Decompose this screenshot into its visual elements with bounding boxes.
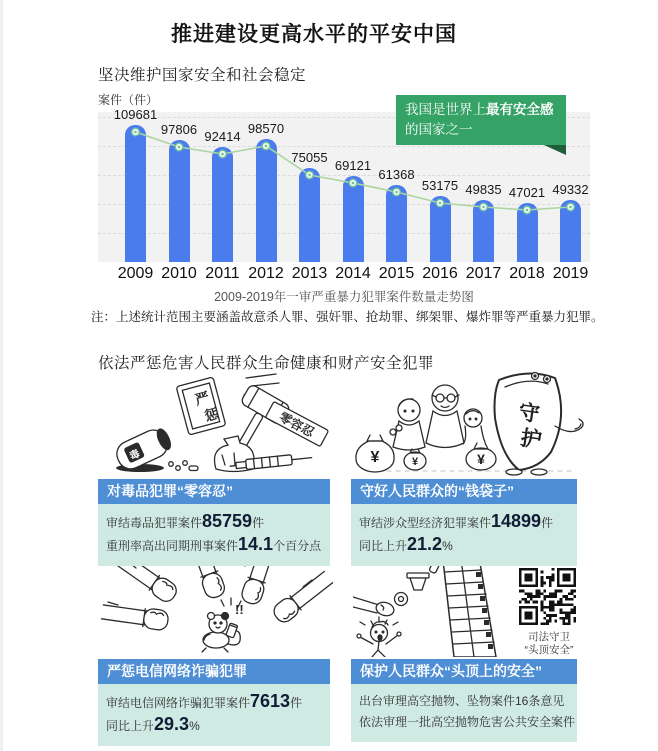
chart-bar [125, 125, 146, 262]
jar-label: 毒 [128, 448, 142, 463]
chart-bar [343, 176, 364, 262]
bar-value-label: 47021 [508, 185, 546, 200]
shield-char-1: 守 [517, 400, 542, 427]
info-box-wallet [351, 479, 577, 566]
info-box-body [351, 684, 577, 742]
stat-number: 29.3 [154, 714, 190, 734]
info-box-header: 严惩电信网络诈骗犯罪 [98, 659, 330, 684]
chart-bar [473, 200, 494, 262]
info-box-body [98, 504, 330, 566]
x-tick-label: 2019 [552, 265, 589, 282]
info-box-header: 保护人民群众“头顶上的安全” [351, 659, 577, 684]
stat-number: 14.1 [238, 534, 274, 554]
x-tick-label: 2012 [248, 265, 284, 282]
info-box-header: 对毒品犯罪“零容忍” [98, 479, 330, 504]
info-box-overhead-safety [351, 659, 577, 742]
placard-char-1: 严 [193, 388, 211, 409]
bar-value-label: 69121 [334, 158, 372, 173]
stat-line: 审结电信网络诈骗犯罪案件7613件 [106, 691, 303, 711]
bar-value-label: 109681 [113, 107, 158, 122]
yuan-symbol: ¥ [477, 451, 485, 467]
x-tick-label: 2013 [291, 265, 328, 282]
drug-crackdown-illustration [98, 371, 333, 474]
y-axis-label: 案件（件） [98, 93, 159, 107]
safety-callout [396, 95, 566, 145]
bar-value-label: 92414 [204, 129, 241, 144]
stat-line: 重刑率高出同期刑事案件14.1个百分点 [106, 534, 322, 554]
chart-bar [560, 200, 581, 262]
placard-char-2: 惩 [202, 405, 221, 425]
stat-line: 出台审理高空抛物、坠物案件16条意见 [359, 694, 565, 708]
x-tick-label: 2015 [378, 265, 415, 282]
callout-fold [544, 145, 566, 155]
falling-objects-illustration [353, 557, 508, 657]
x-tick-label: 2010 [161, 265, 197, 282]
stat-number: 7613 [250, 691, 291, 711]
x-tick-label: 2016 [422, 265, 458, 282]
stat-line: 审结毒品犯罪案件85759件 [106, 511, 265, 531]
qr-caption: 司法守卫 [528, 631, 570, 643]
bar-value-label: 97806 [160, 122, 198, 137]
bar-value-label: 53175 [421, 178, 459, 193]
chart-bar [169, 140, 190, 262]
exclamation-marks: !! [235, 602, 244, 617]
page-title: 推进建设更高水平的平安中国 [171, 23, 457, 46]
stat-line: 审结涉众型经济犯罪案件14899件 [359, 511, 554, 531]
chart-bar [386, 185, 407, 262]
yuan-symbol: ¥ [411, 456, 419, 468]
chart-note: 注：上述统计范围主要涵盖故意杀人罪、强奸罪、抢劫罪、绑架罪、爆炸罪等严重暴力犯罪。 [91, 309, 604, 324]
stat-number: 14899 [491, 511, 542, 531]
chart-bar [212, 147, 233, 262]
x-tick-label: 2014 [335, 265, 371, 282]
yuan-symbol: ¥ [370, 449, 380, 466]
bar-value-label: 75055 [291, 150, 328, 165]
stat-line: 同比上升21.2% [359, 534, 453, 554]
chart-bar [256, 139, 277, 262]
x-tick-label: 2017 [465, 265, 502, 282]
chart-bar [430, 196, 451, 262]
callout-line2: 的国家之一 [405, 122, 473, 137]
shield-char-2: 护 [519, 426, 544, 453]
stat-number: 21.2 [407, 534, 443, 554]
bar-value-label: 49835 [465, 182, 502, 197]
info-box-body [98, 684, 330, 746]
stat-line: 依法审理一批高空抛物危害公共安全案件 [359, 715, 576, 729]
callout-line1: 我国是世界上最有安全感 [405, 102, 554, 117]
section1-title: 坚决维护国家安全和社会稳定 [98, 67, 307, 84]
x-tick-label: 2009 [117, 265, 154, 282]
info-box-body [351, 504, 577, 566]
bar-value-label: 49332 [552, 182, 589, 197]
chart-bar [299, 168, 320, 262]
banner-label: 零容忍 [276, 409, 317, 440]
bar-value-label: 61368 [378, 167, 415, 182]
chart-x-axis [98, 265, 590, 287]
x-tick-label: 2018 [509, 265, 545, 282]
qr-caption: “头顶安全” [524, 644, 574, 656]
qr-code [519, 568, 576, 625]
info-box-header: 守好人民群众的“钱袋子” [351, 479, 577, 504]
telecom-fraud-illustration [98, 554, 333, 654]
stat-line: 同比上升29.3% [106, 714, 200, 734]
chart-caption: 2009-2019年一审严重暴力犯罪案件数量走势图 [214, 290, 474, 304]
x-tick-label: 2011 [205, 265, 240, 282]
shield-protection-illustration [349, 364, 593, 476]
bar-value-label: 98570 [247, 121, 285, 136]
section2-title: 依法严惩危害人民群众生命健康和财产安全犯罪 [98, 355, 435, 372]
info-box-telecom-fraud [98, 659, 330, 746]
stat-number: 85759 [202, 511, 253, 531]
info-box-drug [98, 479, 330, 566]
chart-bar [517, 203, 538, 262]
